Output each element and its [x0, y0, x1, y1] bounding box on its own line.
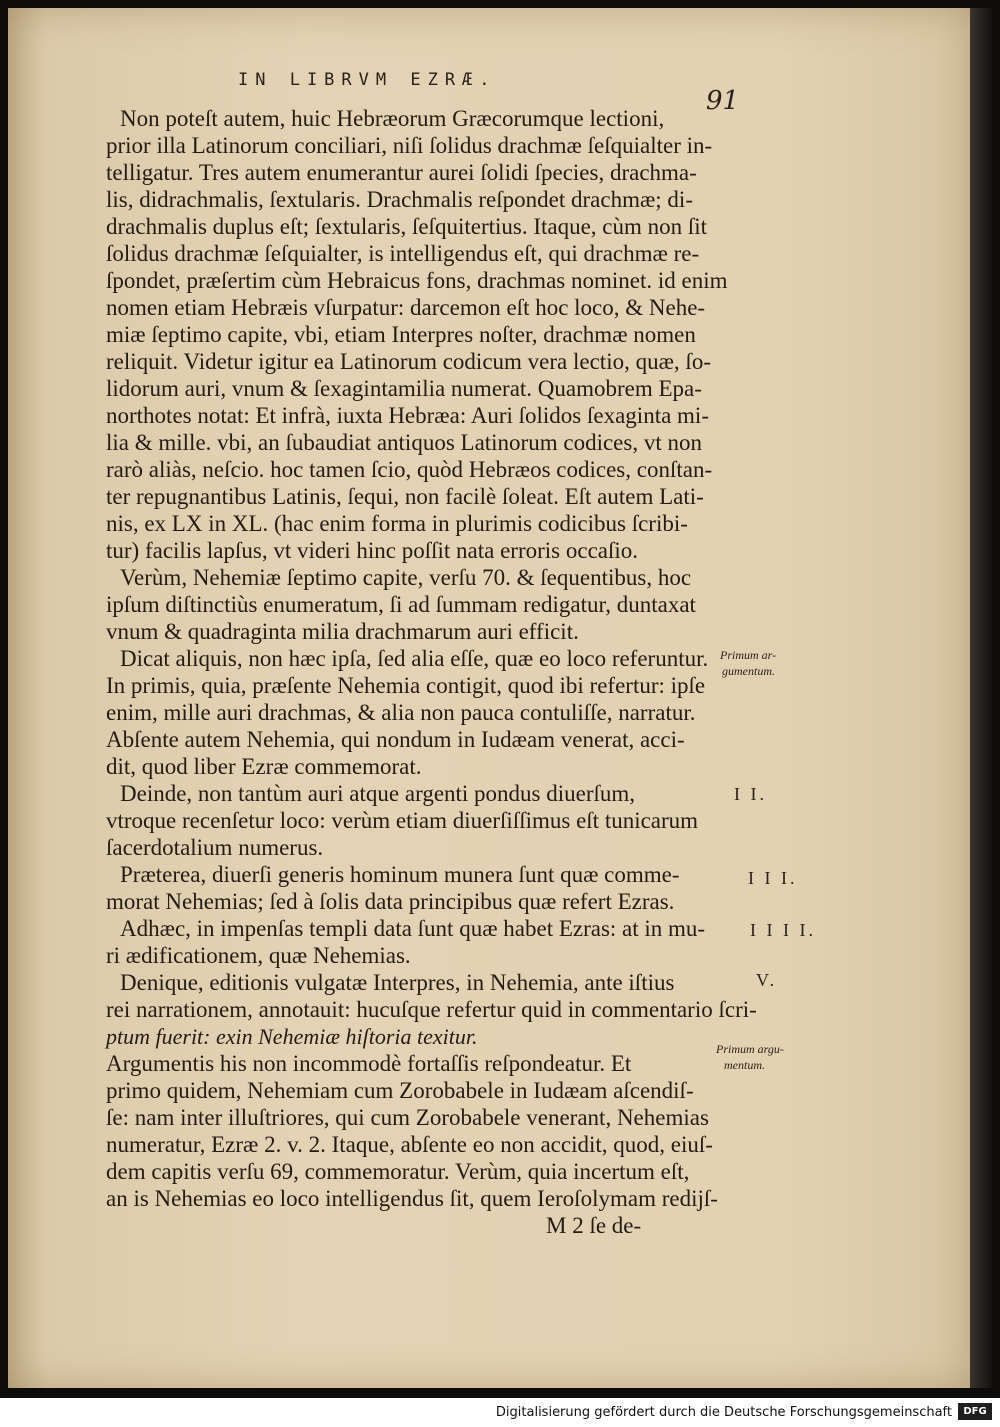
text-line: lidorum auri, vnum & ſexagintamilia numerat. Quamobrem Epa-	[106, 376, 702, 401]
page-edge	[970, 8, 992, 1388]
text-line: Præterea, diuerſi generis hominum munera ſunt quæ comme-	[120, 862, 680, 887]
margin-note-numeral: V.	[756, 970, 778, 990]
dfg-logo: DFG	[958, 1403, 992, 1420]
text-line: reliquit. Videtur igitur ea Latinorum codicum vera lectio, quæ, ſo-	[106, 349, 711, 374]
text-line: prior illa Latinorum conciliari, niſi ſolidus drachmæ ſeſquialter in-	[106, 133, 713, 158]
text-line: rei narrationem, annotauit: hucuſque refertur quid in commentario ſcri-	[106, 997, 757, 1022]
text-line: ſacerdotalium numerus.	[106, 835, 324, 860]
text-line: Argumentis his non incommodè fortaſſis reſpondeatur. Et	[106, 1051, 632, 1076]
text-line: nis, ex LX in XL. (hac enim forma in plurimis codicibus ſcribi-	[106, 511, 688, 536]
text-line: ptum fuerit: exin Nehemiæ hiſtoria texitur.	[106, 1024, 478, 1049]
text-line: morat Nehemias; ſed à ſolis data principibus quæ refert Ezras.	[106, 889, 675, 914]
text-line: tur) facilis lapſus, vt videri hinc poſſit nata erroris occaſio.	[106, 538, 639, 563]
text-line: enim, mille auri drachmas, & alia non pauca contuliſſe, narratur.	[106, 700, 696, 725]
text-line: ri ædificationem, quæ Nehemias.	[106, 943, 411, 968]
text-line: drachmalis duplus eſt; ſextularis, ſeſquitertius. Itaque, cùm non ſit	[106, 214, 708, 239]
footer-bar	[0, 1398, 1000, 1427]
text-line: nomen etiam Hebræis vſurpatur: darcemon eſt hoc loco, & Nehe-	[106, 295, 706, 320]
text-line: lis, didrachmalis, ſextularis. Drachmalis reſpondet drachmæ; di-	[106, 187, 693, 212]
margin-note: Primum argu-	[716, 1042, 784, 1056]
margin-note: gumentum.	[722, 664, 775, 678]
text-line: an is Nehemias eo loco intelligendus ſit, quem Ieroſolymam redijſ-	[106, 1186, 718, 1211]
text-line: northotes notat: Et infrà, iuxta Hebræa: Auri ſolidos ſexaginta mi-	[106, 403, 709, 428]
text-line: dem capitis verſu 69, commemoratur. Verùm, quia incertum eſt,	[106, 1159, 690, 1184]
running-head: IN LIBRVM EZRÆ.	[238, 70, 497, 90]
text-line: Abſente autem Nehemia, qui nondum in Iudæam venerat, acci-	[106, 727, 685, 752]
text-line: vtroque recenſetur loco: verùm etiam diuerſiſſimus eſt tunicarum	[106, 808, 699, 833]
text-line: Verùm, Nehemiæ ſeptimo capite, verſu 70. & ſequentibus, hoc	[120, 565, 692, 590]
text-line: Deinde, non tantùm auri atque argenti pondus diuerſum,	[120, 781, 636, 806]
text-line: ſpondet, præſertim cùm Hebraicus fons, drachmas nominet. id enim	[106, 268, 728, 293]
text-line: ter repugnantibus Latinis, ſequi, non facilè ſoleat. Eſt autem Lati-	[106, 484, 704, 509]
margin-note-numeral: I I I.	[748, 868, 798, 888]
margin-note-numeral: I I.	[734, 784, 767, 804]
text-line: ſe: nam inter illuſtriores, qui cum Zorobabele venerant, Nehemias	[106, 1105, 709, 1130]
text-line: Denique, editionis vulgatæ Interpres, in Nehemia, ante iſtius	[120, 970, 675, 995]
funding-credit: Digitalisierung gefördert durch die Deutsche Forschungsgemeinschaft	[495, 1405, 952, 1420]
text-line: primo quidem, Nehemiam cum Zorobabele in Iudæam aſcendiſ-	[106, 1078, 694, 1103]
text-line: lia & mille. vbi, an ſubaudiat antiquos Latinorum codices, vt non	[106, 430, 702, 455]
margin-note: Primum ar-	[720, 648, 777, 662]
book-page	[8, 8, 970, 1388]
margin-note: mentum.	[724, 1058, 765, 1072]
text-line: Non poteſt autem, huic Hebræorum Græcorumque lectioni,	[120, 106, 665, 131]
text-line: ipſum diſtinctiùs enumeratum, ſi ad ſummam redigatur, duntaxat	[106, 592, 696, 617]
text-line: rarò aliàs, neſcio. hoc tamen ſcio, quòd Hebræos codices, conſtan-	[106, 457, 713, 482]
text-line: Adhæc, in impenſas templi data ſunt quæ habet Ezras: at in mu-	[120, 916, 706, 941]
text-line: Dicat aliquis, non hæc ipſa, ſed alia eſſe, quæ eo loco referuntur.	[120, 646, 709, 671]
text-line: ſolidus drachmæ ſeſquialter, is intelligendus eſt, qui drachmæ re-	[106, 241, 700, 266]
page-number: 91	[706, 86, 740, 116]
margin-note-numeral: I I I I.	[750, 920, 816, 940]
text-line: In primis, quia, præſente Nehemia contigit, quod ibi refertur: ipſe	[106, 673, 706, 698]
text-line: vnum & quadraginta milia drachmarum auri efficit.	[106, 619, 579, 644]
text-line: numeratur, Ezræ 2. v. 2. Itaque, abſente eo non accidit, quod, eiuſ-	[106, 1132, 713, 1157]
text-line: miæ ſeptimo capite, vbi, etiam Interpres noſter, drachmæ nomen	[106, 322, 696, 347]
text-line: dit, quod liber Ezræ commemorat.	[106, 754, 422, 779]
catchword-line: M 2 ſe de-	[546, 1213, 642, 1238]
text-line: telligatur. Tres autem enumerantur aurei ſolidi ſpecies, drachma-	[106, 160, 697, 185]
